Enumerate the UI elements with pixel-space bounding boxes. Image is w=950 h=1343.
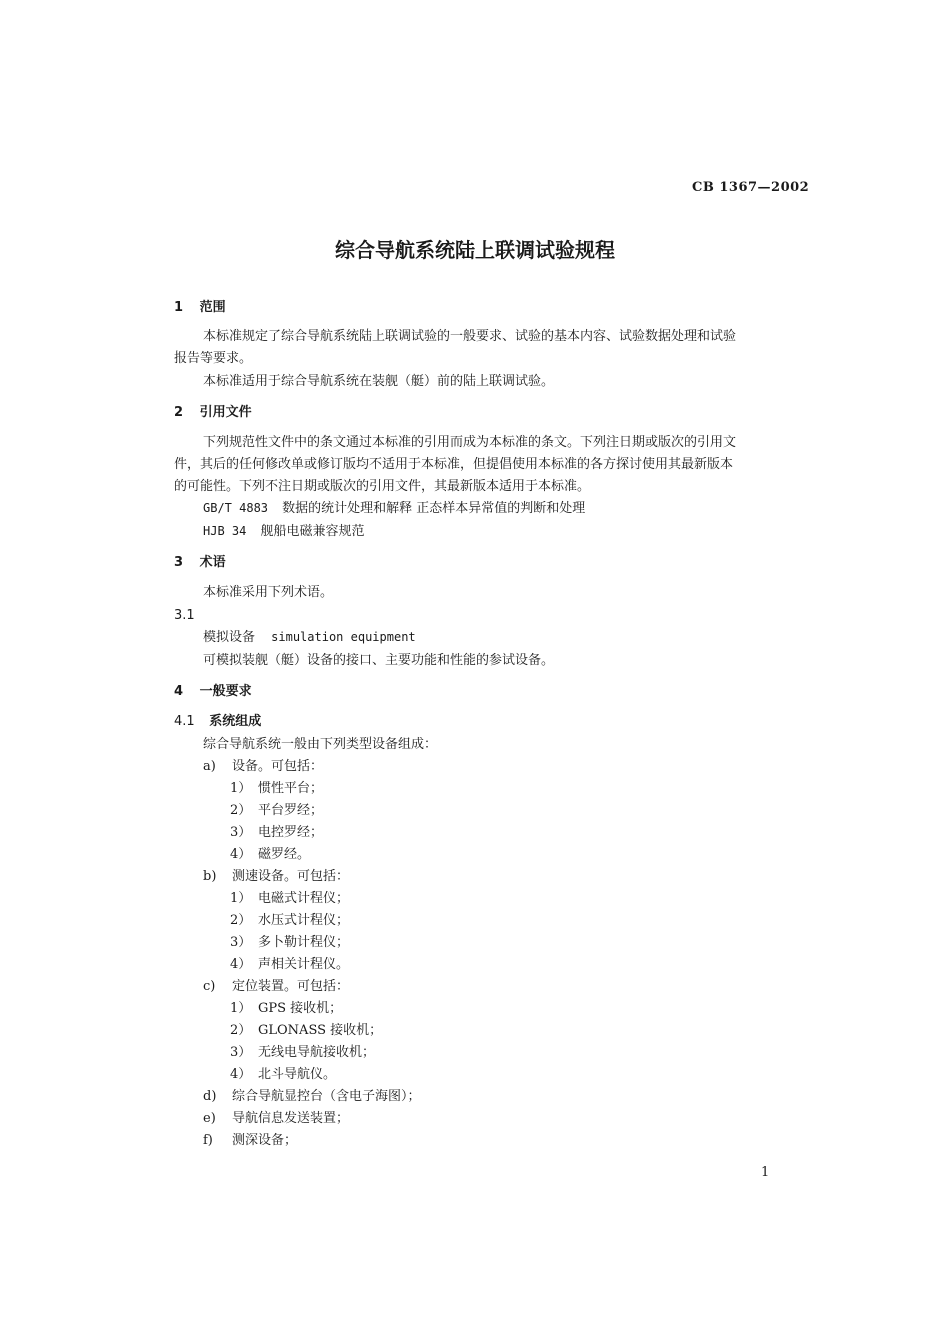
list-text: 测速设备。可包括：	[232, 869, 350, 884]
sub-list-text: 声相关计程仪。	[258, 957, 350, 972]
section-number: 1	[174, 300, 184, 315]
sub-list-text: GPS 接收机；	[258, 1001, 343, 1016]
sub-list-text: 多卜勒计程仪；	[258, 935, 350, 950]
sub-list-item	[230, 1045, 376, 1060]
reference-title: 舰船电磁兼容规范	[260, 524, 365, 539]
list-text: 定位装置。可包括：	[232, 979, 350, 994]
sub-list-item	[230, 1001, 343, 1016]
sub-list-text: 平台罗经；	[258, 803, 324, 818]
sub-list-item	[230, 935, 350, 950]
sub-list-text: 北斗导航仪。	[258, 1067, 337, 1082]
list-label: a)	[203, 759, 216, 774]
section-3-heading	[174, 556, 226, 569]
list-item	[203, 759, 324, 774]
section-title: 术语	[199, 555, 226, 570]
list-label: c)	[203, 979, 216, 994]
paragraph-line: 下列规范性文件中的条文通过本标准的引用而成为本标准的条文。下列注日期或版次的引用文	[203, 435, 737, 450]
section-1-heading	[174, 301, 226, 314]
sub-list-label: 2）	[230, 1023, 252, 1038]
reference-entry	[203, 502, 585, 515]
sub-list-text: 惯性平台；	[258, 781, 324, 796]
subsection-number: 3.1	[174, 608, 195, 623]
section-4-heading	[174, 685, 252, 698]
list-label: f)	[203, 1133, 213, 1148]
subsection-4-1-heading	[174, 715, 261, 728]
sub-list-item	[230, 913, 350, 928]
sub-list-label: 4）	[230, 847, 252, 862]
paragraph-line: 本标准适用于综合导航系统在装舰（艇）前的陆上联调试验。	[203, 374, 555, 389]
sub-list-label: 3）	[230, 825, 252, 840]
section-title: 范围	[199, 300, 226, 315]
paragraph-line: 件，其后的任何修改单或修订版均不适用于本标准，但提倡使用本标准的各方探讨使用其最新版本	[174, 457, 734, 472]
subsection-number: 4.1	[174, 714, 195, 729]
list-item	[203, 979, 350, 994]
term-chinese: 模拟设备	[203, 630, 256, 645]
list-label: e)	[203, 1111, 216, 1126]
term-entry	[203, 631, 416, 644]
sub-list-text: GLONASS 接收机；	[258, 1023, 383, 1038]
paragraph-line: 的可能性。下列不注日期或版次的引用文件，其最新版本适用于本标准。	[174, 479, 591, 494]
list-text: 导航信息发送装置；	[232, 1111, 350, 1126]
paragraph-line: 本标准采用下列术语。	[203, 585, 334, 600]
sub-list-item	[230, 825, 324, 840]
sub-list-item	[230, 1067, 337, 1082]
sub-list-item	[230, 847, 311, 862]
page-number: 1	[761, 1165, 770, 1180]
list-item	[203, 1111, 350, 1126]
list-item	[203, 1089, 421, 1104]
sub-list-item	[230, 781, 324, 796]
list-label: b)	[203, 869, 217, 884]
sub-list-label: 4）	[230, 1067, 252, 1082]
section-2-heading	[174, 406, 252, 419]
list-text: 设备。可包括：	[232, 759, 324, 774]
paragraph-line: 本标准规定了综合导航系统陆上联调试验的一般要求、试验的基本内容、试验数据处理和试验	[203, 329, 737, 344]
reference-code: HJB 34	[203, 524, 247, 538]
term-definition: 可模拟装舰（艇）设备的接口、主要功能和性能的参试设备。	[203, 653, 555, 668]
paragraph-line: 报告等要求。	[174, 351, 253, 366]
section-title: 引用文件	[199, 405, 252, 420]
section-number: 2	[174, 405, 184, 420]
document-title: 综合导航系统陆上联调试验规程	[335, 238, 615, 262]
section-title: 一般要求	[199, 684, 252, 699]
sub-list-label: 3）	[230, 935, 252, 950]
list-item	[203, 1133, 298, 1148]
sub-list-label: 1）	[230, 891, 252, 906]
reference-code: GB/T 4883	[203, 501, 269, 515]
term-english: simulation equipment	[271, 630, 416, 644]
sub-list-item	[230, 803, 324, 818]
list-item	[203, 869, 350, 884]
section-number: 3	[174, 555, 184, 570]
sub-list-item	[230, 957, 350, 972]
sub-list-item	[230, 1023, 383, 1038]
sub-list-label: 2）	[230, 803, 252, 818]
section-number: 4	[174, 684, 184, 699]
reference-entry	[203, 525, 365, 538]
sub-list-text: 电控罗经；	[258, 825, 324, 840]
list-text: 综合导航显控台（含电子海图）；	[232, 1089, 421, 1104]
subsection-title: 系统组成	[209, 714, 262, 729]
sub-list-label: 3）	[230, 1045, 252, 1060]
sub-list-text: 无线电导航接收机；	[258, 1045, 376, 1060]
standard-number: CB 1367—2002	[692, 180, 810, 195]
sub-list-text: 电磁式计程仪；	[258, 891, 350, 906]
sub-list-label: 1）	[230, 1001, 252, 1016]
sub-list-label: 4）	[230, 957, 252, 972]
list-label: d)	[203, 1089, 217, 1104]
sub-list-text: 磁罗经。	[258, 847, 311, 862]
paragraph-line: 综合导航系统一般由下列类型设备组成：	[203, 737, 438, 752]
sub-list-label: 1）	[230, 781, 252, 796]
sub-list-item	[230, 891, 350, 906]
reference-title: 数据的统计处理和解释 正态样本异常值的判断和处理	[282, 501, 586, 516]
sub-list-label: 2）	[230, 913, 252, 928]
sub-list-text: 水压式计程仪；	[258, 913, 350, 928]
list-text: 测深设备；	[232, 1133, 298, 1148]
